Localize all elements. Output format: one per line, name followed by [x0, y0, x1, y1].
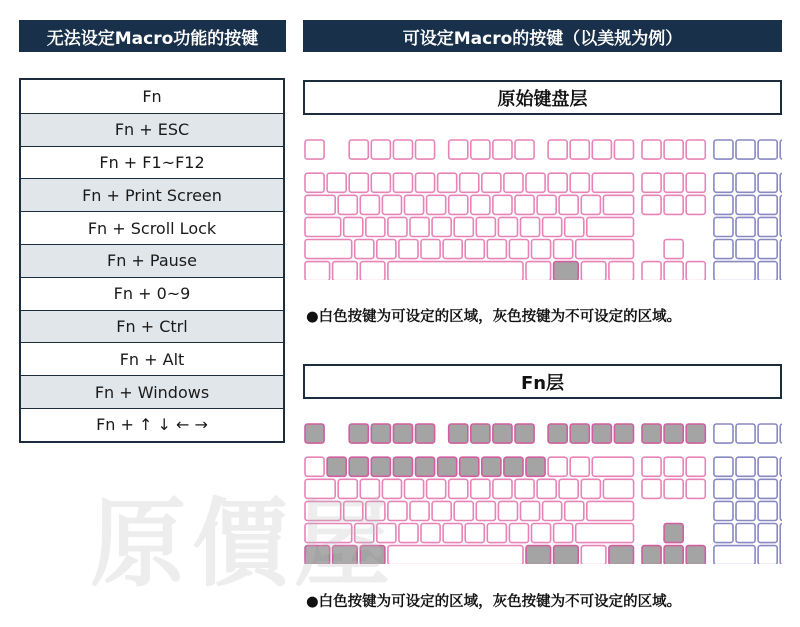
key-o: [421, 524, 440, 543]
key-num-0-9: [349, 457, 368, 476]
key-o: [305, 240, 352, 259]
watermark: 原價屋: [90, 487, 396, 600]
key-space: [388, 262, 523, 280]
key-o: [576, 240, 634, 259]
key-o: [592, 457, 633, 476]
key-o: [410, 217, 429, 236]
key-o: [576, 524, 634, 543]
fn-key-row: Fn + ↑ ↓ ← →: [21, 408, 283, 441]
key-numtop: [714, 140, 733, 159]
key-o: [443, 524, 462, 543]
unmappable-keys-table: [19, 78, 285, 443]
key-ctrl: [609, 262, 634, 280]
fn-key-row: Fn + ESC: [21, 113, 283, 146]
key-num: [714, 195, 733, 214]
key-o: [581, 546, 606, 564]
key-o: [427, 479, 446, 498]
key-o: [498, 501, 517, 520]
key-num: [758, 546, 777, 564]
key-o: [338, 195, 357, 214]
key-o: [405, 195, 424, 214]
key-o: [305, 524, 352, 543]
key-o: [543, 501, 562, 520]
key-num-0-9: [504, 457, 523, 476]
key-f1-f12: [614, 140, 633, 159]
fn-key-row: Fn + F1~F12: [21, 146, 283, 179]
key-o: [305, 479, 335, 498]
fn-key-row: Fn: [142, 86, 162, 106]
key-arrows: [664, 240, 683, 259]
fn-key-row: Fn + Pause: [21, 244, 283, 277]
key-f1-f12: [449, 424, 468, 443]
key-f1-f12: [449, 140, 468, 159]
key-numtop: [736, 424, 755, 443]
key-num-0-9: [438, 173, 457, 192]
key-o: [487, 240, 506, 259]
key-o: [432, 501, 451, 520]
right-header: 可设定Macro的按键（以美规为例）: [303, 20, 782, 52]
key-pause: [686, 140, 705, 159]
key-num: [758, 524, 777, 543]
key-num: [758, 173, 777, 192]
key-f1-f12: [393, 140, 412, 159]
key-o: [548, 173, 567, 192]
fn-key-row: Fn + Alt: [21, 342, 283, 375]
key-o: [570, 173, 589, 192]
key-o: [421, 240, 440, 259]
key-grave: [305, 457, 324, 476]
key-o: [454, 501, 473, 520]
key-f1-f12: [493, 140, 512, 159]
key-pause: [686, 424, 705, 443]
fn-key-row: Fn + Scroll Lock: [21, 211, 283, 244]
key-num: [714, 240, 733, 259]
key-ctrl: [305, 262, 330, 280]
key-num-0-9: [504, 173, 523, 192]
key-o: [382, 195, 401, 214]
key-f1-f12: [349, 140, 368, 159]
key-f1-f12: [592, 424, 611, 443]
base-layer-note: ●白色按键为可设定的区域，灰色按键为不可设定的区域。: [306, 309, 682, 325]
key-o: [493, 479, 512, 498]
key-win: [333, 262, 358, 280]
key-o: [548, 457, 567, 476]
key-scroll: [664, 140, 683, 159]
key-numtop: [758, 140, 777, 159]
key-scroll: [664, 424, 683, 443]
key-num: [714, 501, 733, 520]
key-f1-f12: [515, 424, 534, 443]
key-num-0-9: [482, 173, 501, 192]
key-num: [758, 217, 777, 236]
key-numtop: [780, 424, 782, 443]
key-arrows: [664, 262, 683, 280]
key-arrows: [686, 262, 705, 280]
key-numtop: [780, 140, 782, 159]
key-f1-f12: [416, 424, 435, 443]
key-o: [592, 173, 633, 192]
key-nav: [664, 173, 683, 192]
key-o: [587, 217, 634, 236]
key-o: [366, 217, 385, 236]
key-o: [410, 501, 429, 520]
key-num: [758, 240, 777, 259]
key-arrows: [686, 546, 705, 564]
key-o: [476, 501, 495, 520]
key-o: [565, 501, 584, 520]
key-o: [587, 501, 634, 520]
key-num: [736, 173, 755, 192]
key-f1-f12: [570, 140, 589, 159]
key-num: [714, 479, 733, 498]
key-o: [399, 524, 418, 543]
key-o: [432, 217, 451, 236]
key-num: [758, 195, 777, 214]
key-nav: [642, 479, 661, 498]
key-o: [443, 240, 462, 259]
key-o: [377, 524, 396, 543]
key-nav: [686, 173, 705, 192]
key-num: [714, 457, 733, 476]
key-print: [642, 424, 661, 443]
key-num: [714, 217, 733, 236]
fn-key-row: Fn + Print Screen: [21, 178, 283, 211]
key-num: [714, 262, 755, 280]
key-o: [388, 217, 407, 236]
key-f1-f12: [515, 140, 534, 159]
fn-layer-note: ●白色按键为可设定的区域，灰色按键为不可设定的区域。: [306, 594, 682, 610]
key-o: [465, 524, 484, 543]
key-nav: [686, 479, 705, 498]
key-win: [333, 546, 358, 564]
key-arrows: [664, 524, 683, 543]
key-num-0-9: [482, 457, 501, 476]
key-num-0-9: [438, 457, 457, 476]
key-num: [714, 173, 733, 192]
key-o: [355, 524, 374, 543]
key-o: [449, 479, 468, 498]
fn-layer-keyboard: [303, 422, 782, 564]
key-o: [543, 217, 562, 236]
key-f1-f12: [548, 140, 567, 159]
key-o: [581, 262, 606, 280]
key-num: [736, 501, 755, 520]
key-num: [758, 457, 777, 476]
key-o: [305, 501, 341, 520]
key-arrows: [664, 546, 683, 564]
key-num-0-9: [416, 173, 435, 192]
key-nav: [686, 457, 705, 476]
key-o: [487, 524, 506, 543]
key-num: [714, 524, 733, 543]
key-arrows: [642, 262, 661, 280]
key-f1-f12: [371, 424, 390, 443]
key-num: [736, 240, 755, 259]
key-numtop: [714, 424, 733, 443]
key-nav: [664, 457, 683, 476]
key-num: [736, 457, 755, 476]
base-layer-title: 原始键盘层: [303, 80, 782, 115]
key-nav: [664, 479, 683, 498]
key-num-0-9: [371, 457, 390, 476]
key-o: [565, 217, 584, 236]
key-o: [366, 501, 385, 520]
key-o: [515, 195, 534, 214]
key-alt: [360, 546, 385, 564]
key-f1-f12: [371, 140, 390, 159]
key-o: [559, 479, 578, 498]
key-o: [570, 457, 589, 476]
key-alt: [526, 262, 551, 280]
key-num: [758, 501, 777, 520]
key-f1-f12: [548, 424, 567, 443]
key-f1-f12: [493, 424, 512, 443]
key-o: [382, 479, 401, 498]
key-o: [537, 479, 556, 498]
fn-key-row: Fn + Windows: [21, 375, 283, 408]
key-f1-f12: [570, 424, 589, 443]
key-o: [603, 195, 633, 214]
key-o: [498, 217, 517, 236]
key-nav: [642, 195, 661, 214]
key-num-0-9: [416, 457, 435, 476]
key-num-0-9: [327, 173, 346, 192]
key-o: [476, 217, 495, 236]
key-f1-f12: [592, 140, 611, 159]
key-num: [780, 173, 782, 192]
key-ctrl: [609, 546, 634, 564]
key-numtop: [758, 424, 777, 443]
key-o: [509, 524, 528, 543]
key-nav: [642, 173, 661, 192]
key-f1-f12: [349, 424, 368, 443]
key-num: [780, 195, 782, 236]
key-o: [427, 195, 446, 214]
key-fn: [554, 262, 579, 280]
key-o: [515, 479, 534, 498]
key-o: [338, 479, 357, 498]
key-o: [305, 195, 335, 214]
key-fn: [554, 546, 579, 564]
key-esc: [305, 424, 324, 443]
key-f1-f12: [614, 424, 633, 443]
key-f1-f12: [471, 140, 490, 159]
key-o: [521, 217, 540, 236]
key-f1-f12: [471, 424, 490, 443]
key-num-0-9: [393, 457, 412, 476]
key-grave: [305, 173, 324, 192]
key-alt: [526, 546, 551, 564]
key-alt: [360, 262, 385, 280]
key-f1-f12: [416, 140, 435, 159]
key-nav: [642, 457, 661, 476]
key-o: [532, 240, 551, 259]
key-num: [736, 195, 755, 214]
key-o: [344, 501, 363, 520]
key-num: [714, 546, 755, 564]
key-nav: [664, 195, 683, 214]
key-o: [493, 195, 512, 214]
key-num-0-9: [371, 173, 390, 192]
key-o: [360, 195, 379, 214]
key-esc: [305, 140, 324, 159]
key-o: [509, 240, 528, 259]
key-nav: [686, 195, 705, 214]
key-o: [581, 479, 600, 498]
key-num: [736, 217, 755, 236]
key-space: [388, 546, 523, 564]
key-num-0-9: [349, 173, 368, 192]
key-num-0-9: [526, 173, 545, 192]
key-num: [780, 524, 782, 565]
left-header: 无法设定Macro功能的按键: [19, 20, 286, 52]
key-num-0-9: [460, 173, 479, 192]
key-num: [780, 240, 782, 281]
key-o: [532, 524, 551, 543]
key-num-0-9: [526, 457, 545, 476]
key-o: [344, 217, 363, 236]
key-num: [758, 262, 777, 280]
key-o: [388, 501, 407, 520]
key-arrows: [642, 546, 661, 564]
base-layer-keyboard: [303, 138, 782, 280]
key-o: [405, 479, 424, 498]
key-o: [360, 479, 379, 498]
key-f1-f12: [393, 424, 412, 443]
key-o: [603, 479, 633, 498]
key-ctrl: [305, 546, 330, 564]
key-num-0-9: [327, 457, 346, 476]
key-num: [736, 479, 755, 498]
key-o: [305, 217, 341, 236]
key-o: [581, 195, 600, 214]
key-o: [537, 195, 556, 214]
key-o: [399, 240, 418, 259]
key-o: [559, 195, 578, 214]
key-num-0-9: [393, 173, 412, 192]
fn-key-row: Fn + Ctrl: [21, 310, 283, 343]
key-num-0-9: [460, 457, 479, 476]
key-o: [465, 240, 484, 259]
key-num: [758, 479, 777, 498]
key-num: [780, 479, 782, 520]
fn-key-row: Fn + 0~9: [21, 277, 283, 310]
key-num: [780, 457, 782, 476]
key-num: [736, 524, 755, 543]
key-o: [449, 195, 468, 214]
key-o: [471, 479, 490, 498]
key-o: [355, 240, 374, 259]
key-numtop: [736, 140, 755, 159]
key-o: [554, 524, 573, 543]
key-o: [377, 240, 396, 259]
fn-layer-title: Fn层: [303, 364, 782, 399]
key-print: [642, 140, 661, 159]
key-o: [454, 217, 473, 236]
key-o: [521, 501, 540, 520]
key-o: [554, 240, 573, 259]
key-o: [471, 195, 490, 214]
